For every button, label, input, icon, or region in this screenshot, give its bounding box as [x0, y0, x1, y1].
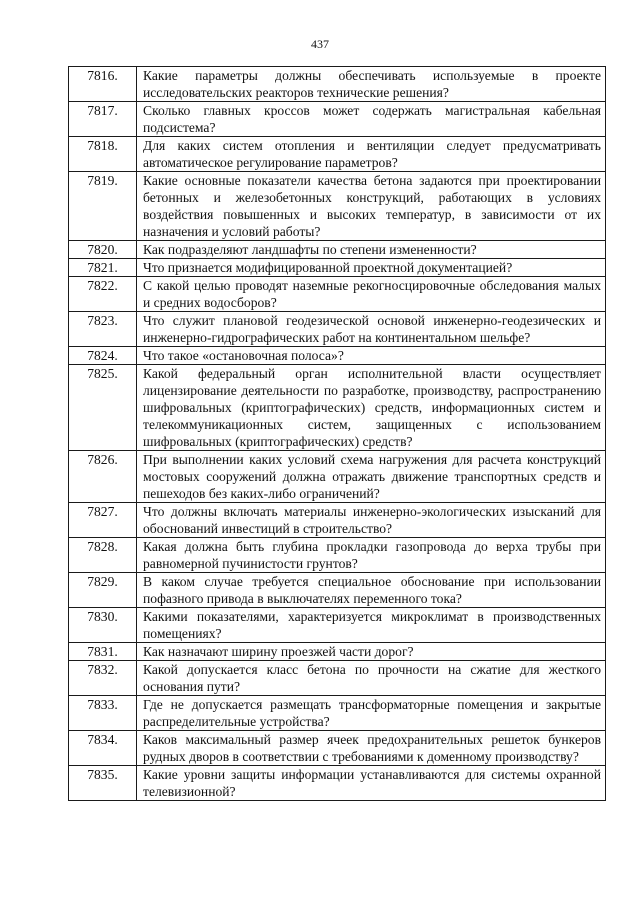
table-row	[69, 766, 606, 801]
question-number: 7826.	[69, 451, 137, 503]
table-row	[69, 643, 606, 661]
question-number: 7829.	[69, 573, 137, 608]
table-row	[69, 241, 606, 259]
question-text: Что такое «остановочная полоса»?	[137, 347, 606, 365]
table-row	[69, 347, 606, 365]
question-text: Какие уровни защиты информации устанавливаются для системы охранной телевизионной?	[137, 766, 606, 801]
question-number: 7818.	[69, 137, 137, 172]
questions-table	[68, 66, 606, 801]
question-text: Что признается модифицированной проектной документацией?	[137, 259, 606, 277]
question-number: 7820.	[69, 241, 137, 259]
question-text: Как подразделяют ландшафты по степени измененности?	[137, 241, 606, 259]
question-number: 7816.	[69, 67, 137, 102]
question-text: Каков максимальный размер ячеек предохранительных решеток бункеров рудных дворов в соответствии с требованиями к доменному производству?	[137, 731, 606, 766]
question-text: Какая должна быть глубина прокладки газопровода до верха трубы при равномерной пучинистости грунтов?	[137, 538, 606, 573]
table-row	[69, 731, 606, 766]
question-number: 7827.	[69, 503, 137, 538]
table-row	[69, 573, 606, 608]
table-row	[69, 312, 606, 347]
question-number: 7822.	[69, 277, 137, 312]
question-number: 7828.	[69, 538, 137, 573]
question-number: 7821.	[69, 259, 137, 277]
question-number: 7830.	[69, 608, 137, 643]
question-number: 7834.	[69, 731, 137, 766]
table-row	[69, 608, 606, 643]
question-number: 7819.	[69, 172, 137, 241]
table-row	[69, 102, 606, 137]
question-text: Где не допускается размещать трансформаторные помещения и закрытые распределительные устройства?	[137, 696, 606, 731]
table-row	[69, 365, 606, 451]
table-row	[69, 277, 606, 312]
question-number: 7832.	[69, 661, 137, 696]
question-text: Какой допускается класс бетона по прочности на сжатие для жесткого основания пути?	[137, 661, 606, 696]
question-text: Какие параметры должны обеспечивать используемые в проекте исследовательских реакторов технические решения?	[137, 67, 606, 102]
table-row	[69, 696, 606, 731]
table-row	[69, 172, 606, 241]
page-number: 437	[311, 37, 329, 51]
question-text: Какие основные показатели качества бетона задаются при проектировании бетонных и железобетонных конструкций, работающих в условиях воздействия повышенных и высоких температур, в зависимости от их назначения и условий работы?	[137, 172, 606, 241]
table-row	[69, 259, 606, 277]
question-number: 7835.	[69, 766, 137, 801]
table-row	[69, 451, 606, 503]
question-number: 7823.	[69, 312, 137, 347]
question-number: 7831.	[69, 643, 137, 661]
table-row	[69, 661, 606, 696]
question-text: С какой целью проводят наземные рекогносцировочные обследования малых и средних водосборов?	[137, 277, 606, 312]
table-row	[69, 67, 606, 102]
question-text: Для каких систем отопления и вентиляции следует предусматривать автоматическое регулирование параметров?	[137, 137, 606, 172]
table-row	[69, 538, 606, 573]
question-text: Как назначают ширину проезжей части дорог?	[137, 643, 606, 661]
question-text: Сколько главных кроссов может содержать магистральная кабельная подсистема?	[137, 102, 606, 137]
question-text: Какими показателями, характеризуется микроклимат в производственных помещениях?	[137, 608, 606, 643]
question-text: Какой федеральный орган исполнительной власти осуществляет лицензирование деятельности по разработке, производству, распространению шифровальных (криптографических) средств, информационных систем и телекоммуникационных систем, защищенных с использованием шифровальных (криптографических) средств?	[137, 365, 606, 451]
question-text: В каком случае требуется специальное обоснование при использовании пофазного привода в выключателях переменного тока?	[137, 573, 606, 608]
question-text: Что должны включать материалы инженерно-экологических изысканий для обоснований инвестиций в строительство?	[137, 503, 606, 538]
question-number: 7833.	[69, 696, 137, 731]
question-number: 7817.	[69, 102, 137, 137]
table-row	[69, 503, 606, 538]
table-row	[69, 137, 606, 172]
question-number: 7825.	[69, 365, 137, 451]
question-number: 7824.	[69, 347, 137, 365]
question-text: Что служит плановой геодезической основой инженерно-геодезических и инженерно-гидрографических работ на континентальном шельфе?	[137, 312, 606, 347]
question-text: При выполнении каких условий схема нагружения для расчета конструкций мостовых сооружений должна отражать движение транспортных средств и пешеходов без каких-либо ограничений?	[137, 451, 606, 503]
